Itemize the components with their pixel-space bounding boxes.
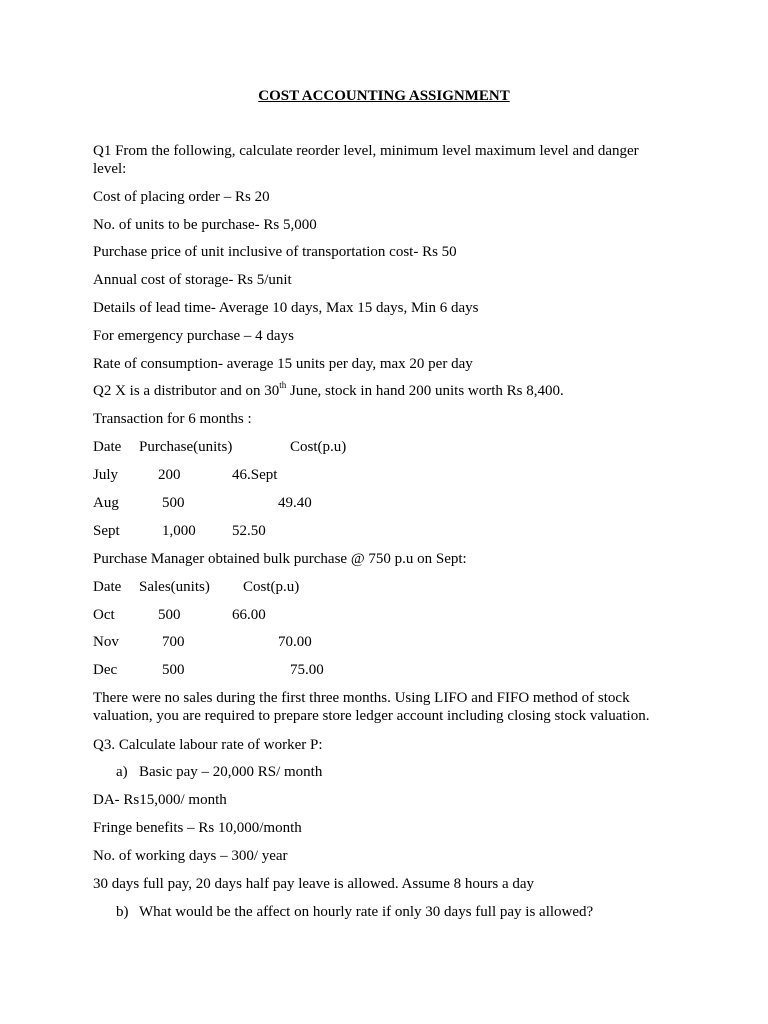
purchases-date-cell: July — [93, 467, 119, 483]
q2-closing-line-1: There were no sales during the first three months. Using LIFO and FIFO method of stock — [93, 690, 630, 706]
q1-item: Cost of placing order – Rs 20 — [93, 189, 270, 205]
q2-intro-start: Q2 X is a distributor and on 30 — [93, 383, 280, 399]
purchases-header-date: Date — [93, 439, 122, 455]
q1-item: Annual cost of storage- Rs 5/unit — [93, 272, 292, 288]
purchases-row — [0, 522, 768, 540]
sales-row — [0, 633, 768, 651]
sales-cost-cell: 66.00 — [232, 607, 266, 623]
q2-intro-end: June, stock in hand 200 units worth Rs 8,400. — [286, 383, 564, 399]
sales-row — [0, 661, 768, 679]
purchases-header-row — [0, 438, 768, 456]
purchases-row — [0, 494, 768, 512]
purchases-cost-cell: 49.40 — [278, 495, 312, 511]
purchases-units-cell: 1,000 — [162, 523, 196, 539]
q1-item: Purchase price of unit inclusive of transportation cost- Rs 50 — [93, 244, 457, 260]
q2-closing-line-2: valuation, you are required to prepare store ledger account including closing stock valuation. — [93, 708, 650, 724]
sales-units-cell: 700 — [162, 634, 185, 650]
q3-part-b — [0, 903, 768, 921]
sales-header-date: Date — [93, 579, 122, 595]
q2-intro-superscript: th — [279, 380, 287, 390]
q3-item: Fringe benefits – Rs 10,000/month — [93, 820, 302, 836]
document-title: COST ACCOUNTING ASSIGNMENT — [258, 88, 510, 104]
q3-item: 30 days full pay, 20 days half pay leave is allowed. Assume 8 hours a day — [93, 876, 535, 892]
q2-transactions-label: Transaction for 6 months : — [93, 411, 252, 427]
q3-intro: Q3. Calculate labour rate of worker P: — [93, 737, 323, 753]
purchases-header-cost: Cost(p.u) — [290, 439, 347, 455]
sales-units-cell: 500 — [158, 607, 181, 623]
purchases-cost-cell: 46.Sept — [232, 467, 278, 483]
sales-header-units: Sales(units) — [139, 579, 210, 595]
q1-intro-line-1: Q1 From the following, calculate reorder level, minimum level maximum level and danger — [93, 143, 639, 159]
purchases-header-units: Purchase(units) — [139, 439, 233, 455]
purchases-units-cell: 500 — [162, 495, 185, 511]
q3-item: No. of working days – 300/ year — [93, 848, 288, 864]
q1-item: No. of units to be purchase- Rs 5,000 — [93, 217, 317, 233]
purchases-units-cell: 200 — [158, 467, 181, 483]
purchases-row — [0, 466, 768, 484]
q1-intro-line-2: level: — [93, 161, 127, 177]
q1-item: Details of lead time- Average 10 days, Max 15 days, Min 6 days — [93, 300, 479, 316]
q2-bulk-note: Purchase Manager obtained bulk purchase @ 750 p.u on Sept: — [93, 551, 467, 567]
purchases-date-cell: Aug — [93, 495, 119, 511]
q3-part-a-marker: a) — [116, 764, 128, 780]
q3-item: DA- Rs15,000/ month — [93, 792, 227, 808]
sales-header-row — [0, 578, 768, 596]
q3-part-a — [0, 763, 768, 781]
sales-date-cell: Oct — [93, 607, 115, 623]
q1-item: For emergency purchase – 4 days — [93, 328, 294, 344]
q3-part-a-text: Basic pay – 20,000 RS/ month — [139, 764, 323, 780]
sales-cost-cell: 70.00 — [278, 634, 312, 650]
sales-cost-cell: 75.00 — [290, 662, 324, 678]
q1-item: Rate of consumption- average 15 units per day, max 20 per day — [93, 356, 473, 372]
sales-header-cost: Cost(p.u) — [243, 579, 300, 595]
sales-date-cell: Dec — [93, 662, 118, 678]
sales-date-cell: Nov — [93, 634, 119, 650]
q3-part-b-text: What would be the affect on hourly rate if only 30 days full pay is allowed? — [139, 904, 594, 920]
purchases-date-cell: Sept — [93, 523, 120, 539]
sales-units-cell: 500 — [162, 662, 185, 678]
sales-row — [0, 606, 768, 624]
q3-part-b-marker: b) — [116, 904, 129, 920]
purchases-cost-cell: 52.50 — [232, 523, 266, 539]
q2-intro — [93, 382, 564, 400]
